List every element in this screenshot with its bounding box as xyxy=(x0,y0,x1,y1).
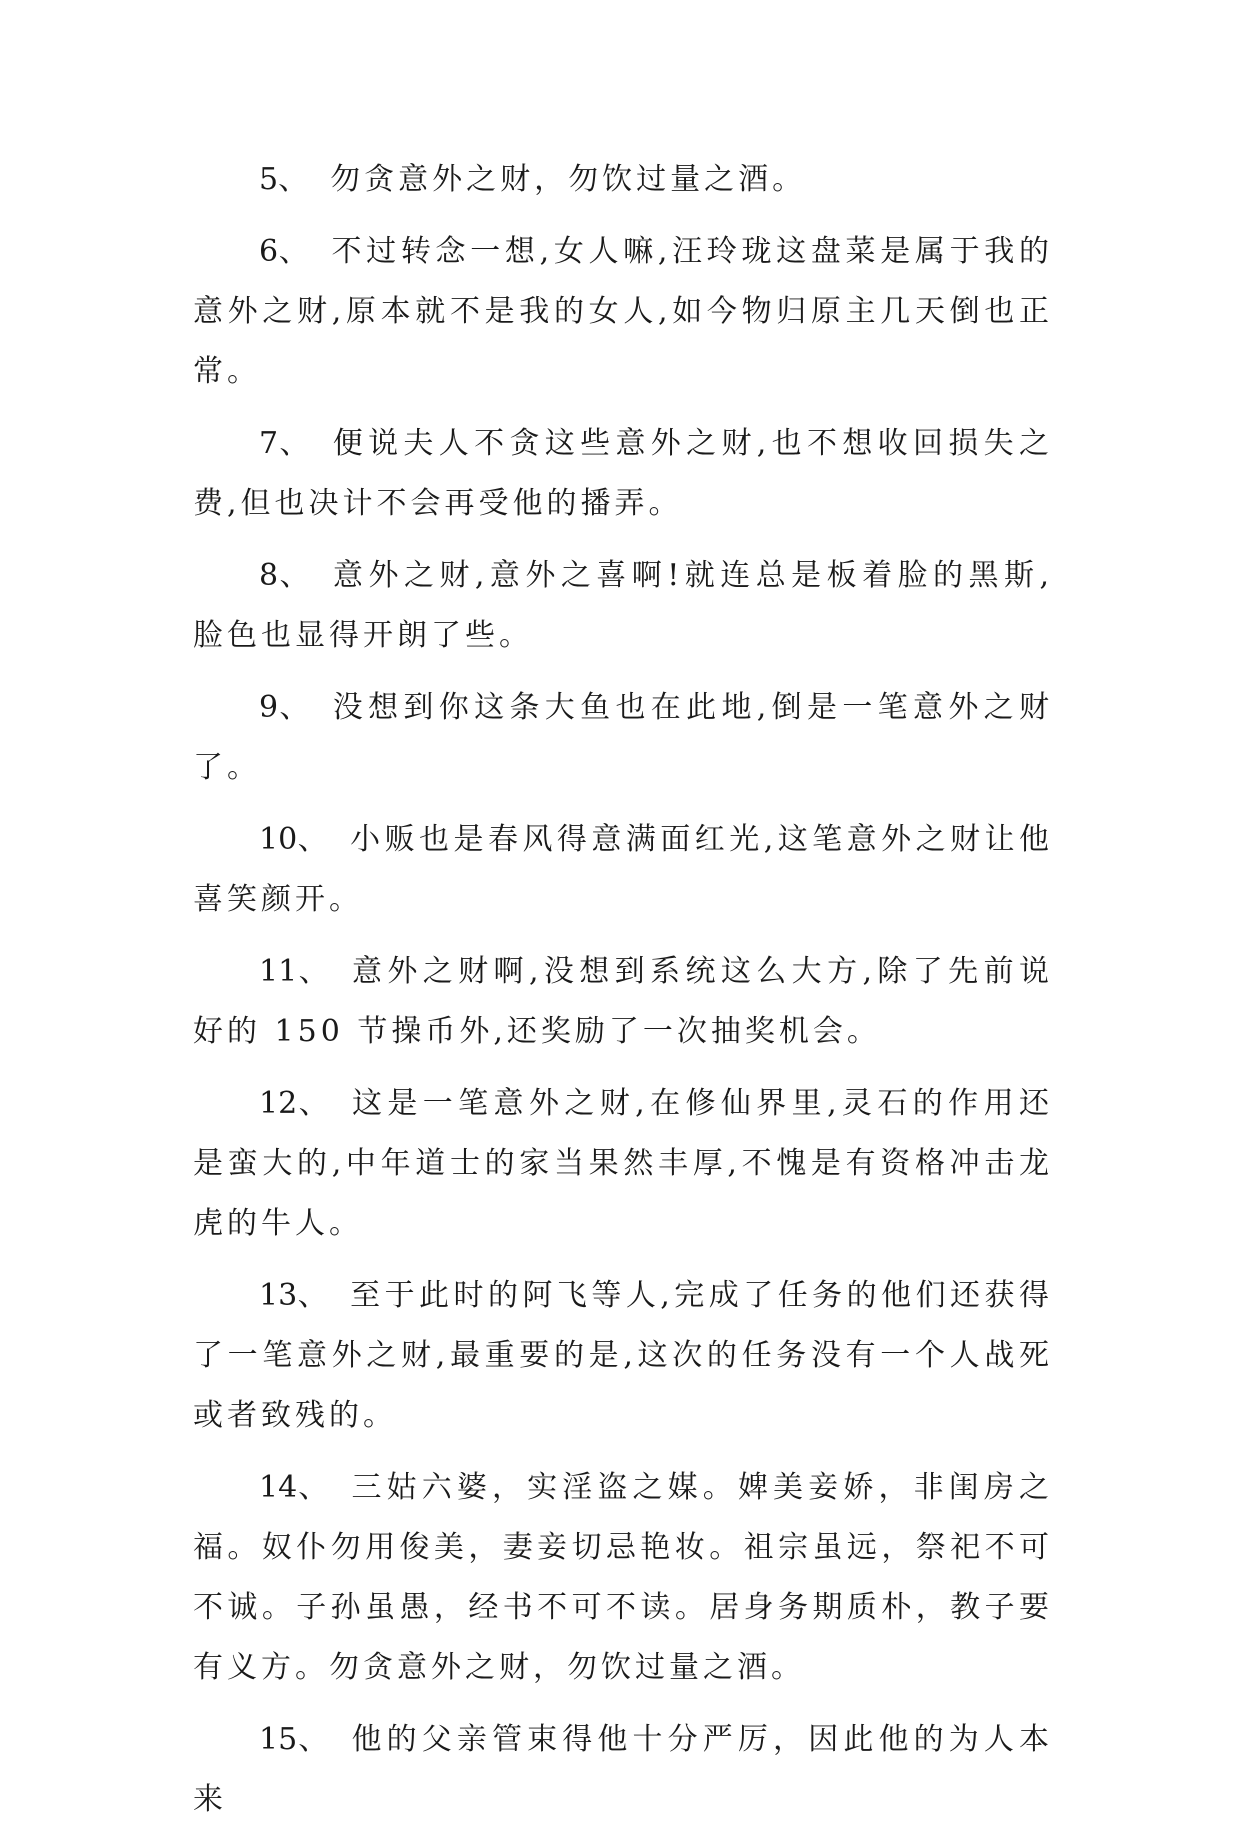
item-text: 意外之财啊,没想到系统这么大方,除了先前说好的 150 节操币外,还奖励了一次抽奖机会。 xyxy=(193,954,1053,1049)
item-number: 6、 xyxy=(259,234,310,269)
item-text: 小贩也是春风得意满面红光,这笔意外之财让他喜笑颜开。 xyxy=(193,822,1053,917)
item-number: 9、 xyxy=(259,690,311,725)
item-text: 没想到你这条大鱼也在此地,倒是一笔意外之财了。 xyxy=(193,690,1053,785)
list-item xyxy=(193,150,1053,210)
item-text: 意外之财,意外之喜啊!就连总是板着脸的黑斯,脸色也显得开朗了些。 xyxy=(193,558,1053,653)
item-number: 14、 xyxy=(259,1470,330,1505)
list-item xyxy=(193,222,1053,402)
list-item xyxy=(193,810,1053,930)
document-body xyxy=(193,150,1053,1842)
item-number: 13、 xyxy=(259,1278,329,1313)
list-item xyxy=(193,414,1053,534)
item-text: 至于此时的阿飞等人,完成了任务的他们还获得了一笔意外之财,最重要的是,这次的任务没有一个人战死或者致残的。 xyxy=(193,1278,1053,1433)
item-number: 15、 xyxy=(259,1722,330,1757)
list-item xyxy=(193,678,1053,798)
list-item xyxy=(193,1710,1053,1830)
item-text: 不过转念一想,女人嘛,汪玲珑这盘菜是属于我的意外之财,原本就不是我的女人,如今物归原主几天倒也正常。 xyxy=(193,234,1053,389)
item-text: 三姑六婆，实淫盗之媒。婢美妾娇，非闺房之福。奴仆勿用俊美，妻妾切忌艳妆。祖宗虽远，祭祀不可不诚。子孙虽愚，经书不可不读。居身务期质朴，教子要有义方。勿贪意外之财，勿饮过量之酒。 xyxy=(193,1470,1053,1685)
item-number: 12、 xyxy=(259,1086,330,1121)
item-number: 11、 xyxy=(259,954,330,989)
item-text: 勿贪意外之财，勿饮过量之酒。 xyxy=(330,162,807,197)
item-number: 10、 xyxy=(259,822,329,857)
list-item xyxy=(193,1458,1053,1698)
item-number: 5、 xyxy=(259,162,309,197)
list-item xyxy=(193,546,1053,666)
list-item xyxy=(193,942,1053,1062)
item-text: 这是一笔意外之财,在修仙界里,灵石的作用还是蛮大的,中年道士的家当果然丰厚,不愧是有资格冲击龙虎的牛人。 xyxy=(193,1086,1053,1241)
item-number: 7、 xyxy=(259,426,311,461)
item-text: 他的父亲管束得他十分严厉，因此他的为人本来 xyxy=(193,1722,1053,1817)
list-item xyxy=(193,1074,1053,1254)
item-text: 便说夫人不贪这些意外之财,也不想收回损失之费,但也决计不会再受他的播弄。 xyxy=(193,426,1053,521)
item-number: 8、 xyxy=(259,558,312,593)
list-item xyxy=(193,1266,1053,1446)
